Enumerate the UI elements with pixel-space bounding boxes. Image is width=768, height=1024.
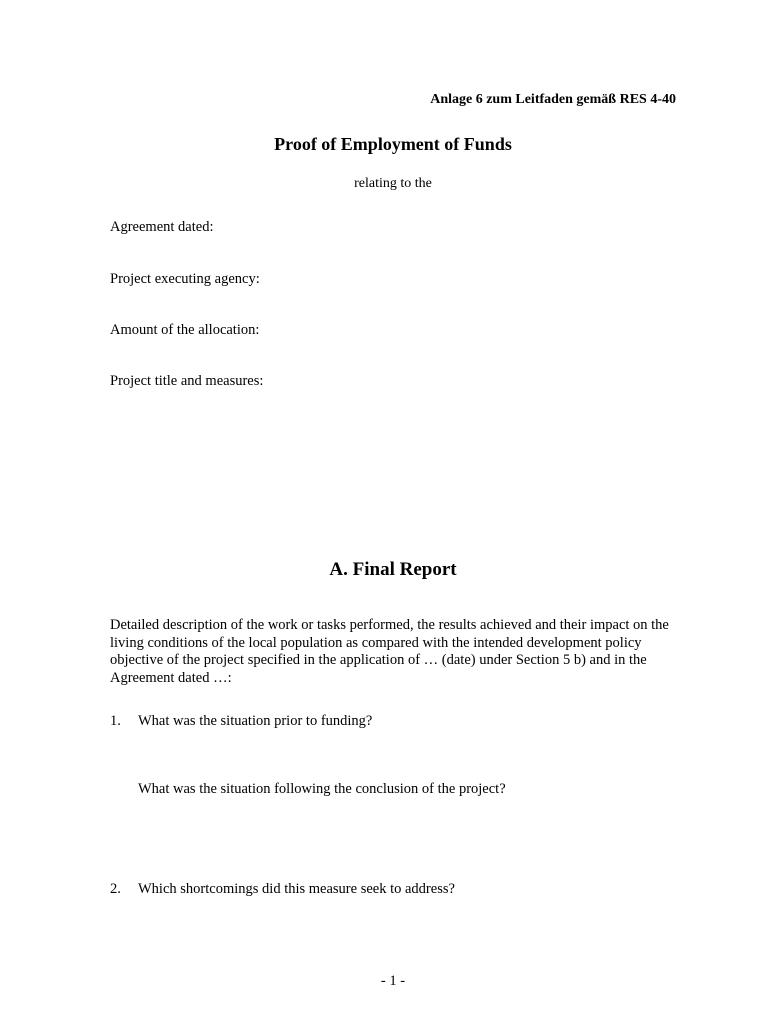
field-agreement-dated: Agreement dated: [110,219,214,235]
question-2-text: Which shortcomings did this measure seek to address? [138,881,455,897]
annex-label: Anlage 6 zum Leitfaden gemäß RES 4-40 [430,92,676,107]
question-1-text: What was the situation prior to funding? [138,713,373,729]
field-project-executing-agency: Project executing agency: [110,271,260,287]
section-a-description: Detailed description of the work or tasks performed, the results achieved and their impact on the living conditions of the local population as compared with the intended development policy objective of the project specified in the application of … (date) under Section 5 b) and in the Agreement dated …: [110,617,669,686]
field-project-title-and-measures: Project title and measures: [110,373,264,389]
document-subtitle: relating to the [354,176,432,191]
question-2-number: 2. [110,881,121,897]
field-amount-of-allocation: Amount of the allocation: [110,322,260,338]
question-1b-text: What was the situation following the conclusion of the project? [138,781,506,797]
page-number: - 1 - [380,973,406,989]
document-title: Proof of Employment of Funds [274,134,512,154]
question-1-number: 1. [110,713,121,729]
section-a-heading: A. Final Report [329,559,457,580]
